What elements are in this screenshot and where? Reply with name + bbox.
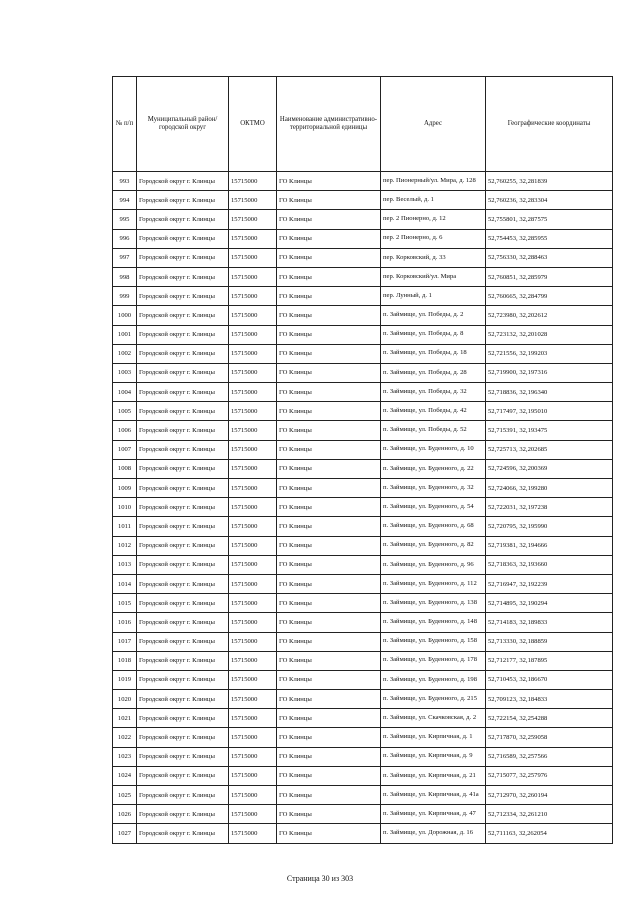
row-coordinates: 52,719900, 32,197316 — [486, 363, 613, 382]
col-header-coordinates: Географические координаты — [486, 77, 613, 172]
row-address: п. Займище, ул. Победы, д. 52 — [381, 421, 486, 440]
row-coordinates: 52,711163, 32,262054 — [486, 824, 613, 843]
row-number: 1009 — [113, 479, 137, 498]
row-oktmo: 15715000 — [229, 344, 277, 363]
row-admin-unit: ГО Клинцы — [277, 498, 381, 517]
table-body — [113, 172, 613, 844]
row-oktmo: 15715000 — [229, 363, 277, 382]
table-row — [113, 824, 613, 843]
row-district: Городской округ г. Клинцы — [137, 651, 229, 670]
row-district: Городской округ г. Клинцы — [137, 594, 229, 613]
row-number: 1002 — [113, 344, 137, 363]
row-district: Городской округ г. Клинцы — [137, 344, 229, 363]
row-number: 1012 — [113, 536, 137, 555]
row-address: пер. Лунный, д. 1 — [381, 287, 486, 306]
row-coordinates: 52,754453, 32,285955 — [486, 229, 613, 248]
row-district: Городской округ г. Клинцы — [137, 287, 229, 306]
row-address: п. Займище, ул. Победы, д. 2 — [381, 306, 486, 325]
row-address: пер. 2 Пионерно, д. 6 — [381, 229, 486, 248]
row-coordinates: 52,717497, 32,195010 — [486, 402, 613, 421]
row-address: п. Займище, ул. Буденного, д. 215 — [381, 690, 486, 709]
row-number: 1001 — [113, 325, 137, 344]
row-address: п. Займище, ул. Победы, д. 32 — [381, 383, 486, 402]
row-coordinates: 52,723980, 32,202612 — [486, 306, 613, 325]
col-header-district: Муниципальный район/городской округ — [137, 77, 229, 172]
row-oktmo: 15715000 — [229, 498, 277, 517]
row-address: п. Займище, ул. Кирпичная, д. 41а — [381, 786, 486, 805]
row-address: п. Займище, ул. Буденного, д. 112 — [381, 574, 486, 593]
row-oktmo: 15715000 — [229, 670, 277, 689]
table-row — [113, 459, 613, 478]
row-number: 994 — [113, 191, 137, 210]
row-number: 1003 — [113, 363, 137, 382]
row-district: Городской округ г. Клинцы — [137, 306, 229, 325]
row-number: 999 — [113, 287, 137, 306]
row-admin-unit: ГО Клинцы — [277, 325, 381, 344]
row-district: Городской округ г. Клинцы — [137, 670, 229, 689]
row-district: Городской округ г. Клинцы — [137, 229, 229, 248]
row-district: Городской округ г. Клинцы — [137, 402, 229, 421]
row-district: Городской округ г. Клинцы — [137, 440, 229, 459]
row-coordinates: 52,713330, 32,188859 — [486, 632, 613, 651]
table-row — [113, 248, 613, 267]
col-header-number: № п/п — [113, 77, 137, 172]
row-number: 1005 — [113, 402, 137, 421]
row-admin-unit: ГО Клинцы — [277, 459, 381, 478]
row-admin-unit: ГО Клинцы — [277, 651, 381, 670]
row-district: Городской округ г. Клинцы — [137, 709, 229, 728]
row-admin-unit: ГО Клинцы — [277, 306, 381, 325]
table-row — [113, 191, 613, 210]
row-oktmo: 15715000 — [229, 325, 277, 344]
row-number: 993 — [113, 172, 137, 191]
row-admin-unit: ГО Клинцы — [277, 248, 381, 267]
table-row — [113, 325, 613, 344]
table-row — [113, 172, 613, 191]
row-admin-unit: ГО Клинцы — [277, 805, 381, 824]
table-row — [113, 363, 613, 382]
row-coordinates: 52,712334, 32,261210 — [486, 805, 613, 824]
row-oktmo: 15715000 — [229, 613, 277, 632]
row-address: пер. 2 Пионерно, д. 12 — [381, 210, 486, 229]
row-oktmo: 15715000 — [229, 786, 277, 805]
row-district: Городской округ г. Клинцы — [137, 498, 229, 517]
row-oktmo: 15715000 — [229, 824, 277, 843]
table-row — [113, 690, 613, 709]
row-address: п. Займище, ул. Кирпичная, д. 9 — [381, 747, 486, 766]
row-address: п. Займище, ул. Буденного, д. 54 — [381, 498, 486, 517]
table-row — [113, 421, 613, 440]
row-district: Городской округ г. Клинцы — [137, 479, 229, 498]
row-address: п. Займище, ул. Буденного, д. 96 — [381, 555, 486, 574]
table-row — [113, 210, 613, 229]
row-address: п. Займище, ул. Буденного, д. 82 — [381, 536, 486, 555]
row-number: 1019 — [113, 670, 137, 689]
row-admin-unit: ГО Клинцы — [277, 613, 381, 632]
table-row — [113, 766, 613, 785]
table-row — [113, 632, 613, 651]
row-number: 1008 — [113, 459, 137, 478]
row-district: Городской округ г. Клинцы — [137, 613, 229, 632]
table-row — [113, 728, 613, 747]
row-admin-unit: ГО Клинцы — [277, 574, 381, 593]
row-oktmo: 15715000 — [229, 267, 277, 286]
row-oktmo: 15715000 — [229, 651, 277, 670]
row-address: п. Займище, ул. Буденного, д. 178 — [381, 651, 486, 670]
table-row — [113, 287, 613, 306]
row-coordinates: 52,714183, 32,189833 — [486, 613, 613, 632]
row-coordinates: 52,760665, 32,284799 — [486, 287, 613, 306]
row-address: п. Займище, ул. Победы, д. 28 — [381, 363, 486, 382]
row-district: Городской округ г. Клинцы — [137, 728, 229, 747]
table-row — [113, 440, 613, 459]
row-district: Городской округ г. Клинцы — [137, 421, 229, 440]
row-oktmo: 15715000 — [229, 229, 277, 248]
row-district: Городской округ г. Клинцы — [137, 766, 229, 785]
row-coordinates: 52,715391, 32,193475 — [486, 421, 613, 440]
table-row — [113, 555, 613, 574]
table-row — [113, 383, 613, 402]
row-admin-unit: ГО Клинцы — [277, 287, 381, 306]
row-address: п. Займище, ул. Буденного, д. 68 — [381, 517, 486, 536]
row-district: Городской округ г. Клинцы — [137, 210, 229, 229]
row-district: Городской округ г. Клинцы — [137, 459, 229, 478]
row-number: 1027 — [113, 824, 137, 843]
row-coordinates: 52,760255, 32,281839 — [486, 172, 613, 191]
row-address: пер. Корковский/ул. Мира — [381, 267, 486, 286]
row-address: п. Займище, ул. Буденного, д. 10 — [381, 440, 486, 459]
row-oktmo: 15715000 — [229, 172, 277, 191]
row-admin-unit: ГО Клинцы — [277, 786, 381, 805]
row-number: 1020 — [113, 690, 137, 709]
row-admin-unit: ГО Клинцы — [277, 210, 381, 229]
row-oktmo: 15715000 — [229, 536, 277, 555]
row-coordinates: 52,710453, 32,186670 — [486, 670, 613, 689]
row-coordinates: 52,722154, 32,254288 — [486, 709, 613, 728]
row-address: п. Займище, ул. Дорожная, д. 16 — [381, 824, 486, 843]
col-header-oktmo: ОКТМО — [229, 77, 277, 172]
col-header-admin-unit: Наименование административно-территориальной единицы — [277, 77, 381, 172]
row-coordinates: 52,720795, 32,195990 — [486, 517, 613, 536]
row-coordinates: 52,712970, 32,260194 — [486, 786, 613, 805]
row-coordinates: 52,716589, 32,257566 — [486, 747, 613, 766]
row-number: 1010 — [113, 498, 137, 517]
row-admin-unit: ГО Клинцы — [277, 363, 381, 382]
row-oktmo: 15715000 — [229, 709, 277, 728]
row-number: 1024 — [113, 766, 137, 785]
row-address: п. Займище, ул. Буденного, д. 148 — [381, 613, 486, 632]
row-oktmo: 15715000 — [229, 555, 277, 574]
row-oktmo: 15715000 — [229, 210, 277, 229]
row-admin-unit: ГО Клинцы — [277, 824, 381, 843]
row-admin-unit: ГО Клинцы — [277, 479, 381, 498]
row-coordinates: 52,760851, 32,285979 — [486, 267, 613, 286]
row-district: Городской округ г. Клинцы — [137, 786, 229, 805]
row-number: 1000 — [113, 306, 137, 325]
row-district: Городской округ г. Клинцы — [137, 574, 229, 593]
row-coordinates: 52,715077, 32,257976 — [486, 766, 613, 785]
row-address: пер. Пионерный/ул. Мира, д. 128 — [381, 172, 486, 191]
row-address: п. Займище, ул. Кирпичная, д. 1 — [381, 728, 486, 747]
row-number: 1021 — [113, 709, 137, 728]
row-oktmo: 15715000 — [229, 287, 277, 306]
row-address: п. Займище, ул. Победы, д. 18 — [381, 344, 486, 363]
row-district: Городской округ г. Клинцы — [137, 325, 229, 344]
row-coordinates: 52,718836, 32,196340 — [486, 383, 613, 402]
table-row — [113, 267, 613, 286]
row-coordinates: 52,724066, 32,199280 — [486, 479, 613, 498]
row-district: Городской округ г. Клинцы — [137, 690, 229, 709]
row-coordinates: 52,756330, 32,288463 — [486, 248, 613, 267]
row-district: Городской округ г. Клинцы — [137, 517, 229, 536]
row-oktmo: 15715000 — [229, 574, 277, 593]
row-admin-unit: ГО Клинцы — [277, 383, 381, 402]
row-coordinates: 52,716947, 32,192239 — [486, 574, 613, 593]
row-number: 1014 — [113, 574, 137, 593]
row-number: 1011 — [113, 517, 137, 536]
row-address: пер. Веселый, д. 1 — [381, 191, 486, 210]
row-district: Городской округ г. Клинцы — [137, 555, 229, 574]
table-row — [113, 574, 613, 593]
row-address: п. Займище, ул. Буденного, д. 22 — [381, 459, 486, 478]
row-number: 1022 — [113, 728, 137, 747]
row-admin-unit: ГО Клинцы — [277, 555, 381, 574]
row-number: 1018 — [113, 651, 137, 670]
row-number: 1017 — [113, 632, 137, 651]
row-district: Городской округ г. Клинцы — [137, 632, 229, 651]
row-oktmo: 15715000 — [229, 728, 277, 747]
row-number: 1026 — [113, 805, 137, 824]
row-number: 1016 — [113, 613, 137, 632]
row-district: Городской округ г. Клинцы — [137, 383, 229, 402]
row-coordinates: 52,709123, 32,184833 — [486, 690, 613, 709]
row-number: 1006 — [113, 421, 137, 440]
row-number: 1015 — [113, 594, 137, 613]
row-oktmo: 15715000 — [229, 402, 277, 421]
row-admin-unit: ГО Клинцы — [277, 632, 381, 651]
row-number: 998 — [113, 267, 137, 286]
row-admin-unit: ГО Клинцы — [277, 747, 381, 766]
row-number: 1007 — [113, 440, 137, 459]
table-row — [113, 229, 613, 248]
row-address: п. Займище, ул. Буденного, д. 138 — [381, 594, 486, 613]
table-row — [113, 651, 613, 670]
table-row — [113, 747, 613, 766]
row-address: п. Займище, ул. Победы, д. 8 — [381, 325, 486, 344]
row-number: 1013 — [113, 555, 137, 574]
row-oktmo: 15715000 — [229, 594, 277, 613]
col-header-address: Адрес — [381, 77, 486, 172]
row-address: п. Займище, ул. Скачковская, д. 2 — [381, 709, 486, 728]
row-coordinates: 52,717870, 32,259058 — [486, 728, 613, 747]
table-row — [113, 344, 613, 363]
row-admin-unit: ГО Клинцы — [277, 344, 381, 363]
row-admin-unit: ГО Клинцы — [277, 517, 381, 536]
table-row — [113, 594, 613, 613]
row-coordinates: 52,760236, 32,283304 — [486, 191, 613, 210]
row-number: 995 — [113, 210, 137, 229]
row-address: п. Займище, ул. Буденного, д. 198 — [381, 670, 486, 689]
row-district: Городской округ г. Клинцы — [137, 824, 229, 843]
row-oktmo: 15715000 — [229, 747, 277, 766]
row-number: 1025 — [113, 786, 137, 805]
row-coordinates: 52,755801, 32,287575 — [486, 210, 613, 229]
row-admin-unit: ГО Клинцы — [277, 172, 381, 191]
registry-table — [112, 76, 613, 844]
row-admin-unit: ГО Клинцы — [277, 402, 381, 421]
row-admin-unit: ГО Клинцы — [277, 536, 381, 555]
table-header — [113, 77, 613, 172]
row-oktmo: 15715000 — [229, 632, 277, 651]
page-footer: Страница 30 из 303 — [286, 874, 354, 883]
row-oktmo: 15715000 — [229, 766, 277, 785]
row-coordinates: 52,722031, 32,197238 — [486, 498, 613, 517]
row-oktmo: 15715000 — [229, 479, 277, 498]
row-number: 997 — [113, 248, 137, 267]
row-address: пер. Корковский, д. 33 — [381, 248, 486, 267]
row-coordinates: 52,721556, 32,199203 — [486, 344, 613, 363]
row-number: 1004 — [113, 383, 137, 402]
row-oktmo: 15715000 — [229, 421, 277, 440]
row-coordinates: 52,723132, 32,201028 — [486, 325, 613, 344]
row-district: Городской округ г. Клинцы — [137, 267, 229, 286]
row-oktmo: 15715000 — [229, 459, 277, 478]
row-oktmo: 15715000 — [229, 690, 277, 709]
row-admin-unit: ГО Клинцы — [277, 191, 381, 210]
row-address: п. Займище, ул. Буденного, д. 158 — [381, 632, 486, 651]
row-coordinates: 52,719381, 32,194666 — [486, 536, 613, 555]
row-oktmo: 15715000 — [229, 306, 277, 325]
row-number: 1023 — [113, 747, 137, 766]
row-coordinates: 52,714895, 32,190294 — [486, 594, 613, 613]
row-oktmo: 15715000 — [229, 191, 277, 210]
row-admin-unit: ГО Клинцы — [277, 267, 381, 286]
table-row — [113, 498, 613, 517]
table-row — [113, 670, 613, 689]
row-district: Городской округ г. Клинцы — [137, 172, 229, 191]
row-district: Городской округ г. Клинцы — [137, 747, 229, 766]
row-district: Городской округ г. Клинцы — [137, 191, 229, 210]
row-district: Городской округ г. Клинцы — [137, 536, 229, 555]
table-row — [113, 805, 613, 824]
row-district: Городской округ г. Клинцы — [137, 248, 229, 267]
row-address: п. Займище, ул. Победы, д. 42 — [381, 402, 486, 421]
row-admin-unit: ГО Клинцы — [277, 421, 381, 440]
row-address: п. Займище, ул. Буденного, д. 32 — [381, 479, 486, 498]
row-admin-unit: ГО Клинцы — [277, 709, 381, 728]
table-row — [113, 517, 613, 536]
row-district: Городской округ г. Клинцы — [137, 805, 229, 824]
row-oktmo: 15715000 — [229, 517, 277, 536]
row-oktmo: 15715000 — [229, 440, 277, 459]
row-admin-unit: ГО Клинцы — [277, 766, 381, 785]
row-oktmo: 15715000 — [229, 248, 277, 267]
row-coordinates: 52,725713, 32,202685 — [486, 440, 613, 459]
row-admin-unit: ГО Клинцы — [277, 728, 381, 747]
table-row — [113, 709, 613, 728]
row-number: 996 — [113, 229, 137, 248]
table-row — [113, 402, 613, 421]
row-admin-unit: ГО Клинцы — [277, 670, 381, 689]
row-oktmo: 15715000 — [229, 805, 277, 824]
row-district: Городской округ г. Клинцы — [137, 363, 229, 382]
row-coordinates: 52,718363, 32,193660 — [486, 555, 613, 574]
row-admin-unit: ГО Клинцы — [277, 594, 381, 613]
row-coordinates: 52,712177, 32,187895 — [486, 651, 613, 670]
table-row — [113, 306, 613, 325]
table-row — [113, 479, 613, 498]
row-admin-unit: ГО Клинцы — [277, 229, 381, 248]
table-row — [113, 536, 613, 555]
table-row — [113, 786, 613, 805]
row-address: п. Займище, ул. Кирпичная, д. 47 — [381, 805, 486, 824]
row-coordinates: 52,724596, 32,200369 — [486, 459, 613, 478]
row-admin-unit: ГО Клинцы — [277, 690, 381, 709]
row-admin-unit: ГО Клинцы — [277, 440, 381, 459]
row-oktmo: 15715000 — [229, 383, 277, 402]
row-address: п. Займище, ул. Кирпичная, д. 21 — [381, 766, 486, 785]
table-row — [113, 613, 613, 632]
